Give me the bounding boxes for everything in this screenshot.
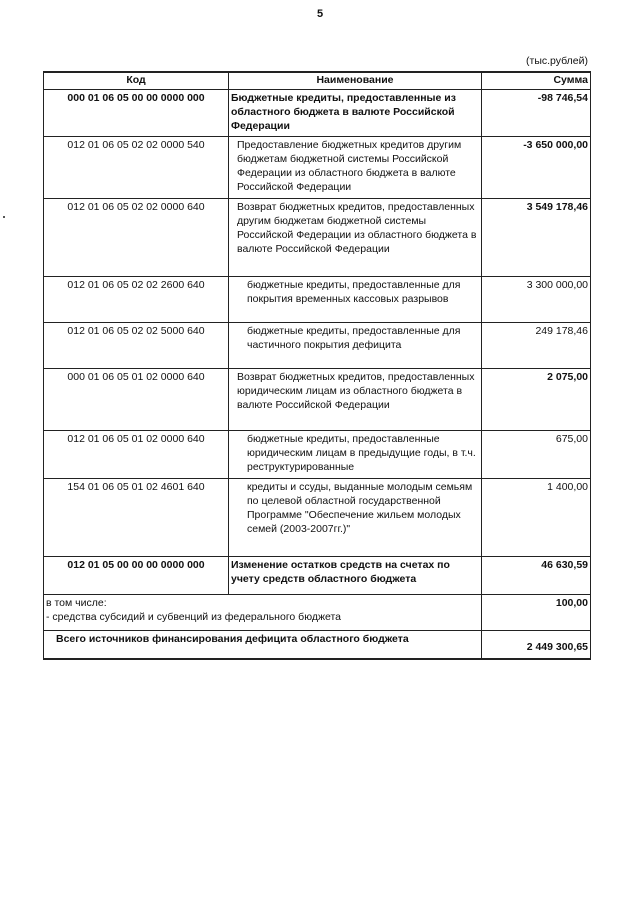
row-sum: -98 746,54	[482, 89, 591, 137]
header-row	[44, 72, 591, 89]
row-sum: 249 178,46	[482, 323, 591, 369]
row-sum: 3 549 178,46	[482, 199, 591, 277]
including-item: - средства субсидий и субвенций из федерального бюджета	[46, 610, 342, 623]
row-code: 012 01 06 05 02 02 5000 640	[44, 323, 229, 369]
row-name: Бюджетные кредиты, предоставленные из областного бюджета в валюте Российской Федерации	[229, 89, 482, 137]
row-code: 000 01 06 05 00 00 0000 000	[44, 89, 229, 137]
row-sum: -3 650 000,00	[482, 137, 591, 199]
including-label: в том числе:	[46, 597, 107, 610]
page-number: 5	[316, 8, 324, 20]
row-name: бюджетные кредиты, предоставленные юридическим лицам в предыдущие годы, в т.ч. реструктурированные	[229, 431, 482, 479]
scan-speck	[3, 216, 5, 218]
table-row	[44, 137, 591, 199]
header-sum: Сумма	[482, 72, 591, 89]
row-name: Возврат бюджетных кредитов, предоставленных другим бюджетам бюджетной системы Российской Федерации из областного бюджета в валюте Российской Федерации	[229, 199, 482, 277]
table-row	[44, 557, 591, 595]
row-code: 012 01 06 05 02 02 2600 640	[44, 277, 229, 323]
total-row	[44, 631, 591, 659]
row-code: 012 01 06 05 02 02 0000 540	[44, 137, 229, 199]
table-row	[44, 199, 591, 277]
row-code: 012 01 05 00 00 00 0000 000	[44, 557, 229, 595]
including-row	[44, 595, 591, 631]
row-name: Изменение остатков средств на счетах по учету средств областного бюджета	[229, 557, 482, 595]
units-label: (тыс.рублей)	[526, 55, 588, 67]
row-name: Возврат бюджетных кредитов, предоставленных юридическим лицам из областного бюджета в валюте Российской Федерации	[229, 369, 482, 431]
row-name: бюджетные кредиты, предоставленные для частичного покрытия дефицита	[229, 323, 482, 369]
header-code: Код	[44, 72, 229, 89]
row-sum: 46 630,59	[482, 557, 591, 595]
table-row	[44, 479, 591, 557]
total-label: Всего источников финансирования дефицита областного бюджета	[44, 631, 482, 659]
budget-table	[43, 71, 591, 660]
table-row	[44, 431, 591, 479]
row-code: 154 01 06 05 01 02 4601 640	[44, 479, 229, 557]
including-cell	[44, 595, 482, 631]
header-name: Наименование	[229, 72, 482, 89]
row-sum: 2 075,00	[482, 369, 591, 431]
row-name: Предоставление бюджетных кредитов другим бюджетам бюджетной системы Российской Федерации из областного бюджета в валюте Российской Федерации	[229, 137, 482, 199]
table-row	[44, 89, 591, 137]
row-code: 012 01 06 05 01 02 0000 640	[44, 431, 229, 479]
table-row	[44, 277, 591, 323]
total-sum: 2 449 300,65	[482, 631, 591, 659]
row-sum: 3 300 000,00	[482, 277, 591, 323]
row-code: 012 01 06 05 02 02 0000 640	[44, 199, 229, 277]
row-code: 000 01 06 05 01 02 0000 640	[44, 369, 229, 431]
row-name: бюджетные кредиты, предоставленные для покрытия временных кассовых разрывов	[229, 277, 482, 323]
row-name: кредиты и ссуды, выданные молодым семьям по целевой областной государственной Программе "Обеспечение жильем молодых семей (2003-2007гг.)"	[229, 479, 482, 557]
table-row	[44, 369, 591, 431]
table-row	[44, 323, 591, 369]
row-sum: 1 400,00	[482, 479, 591, 557]
row-sum: 675,00	[482, 431, 591, 479]
including-sum: 100,00	[482, 595, 591, 631]
